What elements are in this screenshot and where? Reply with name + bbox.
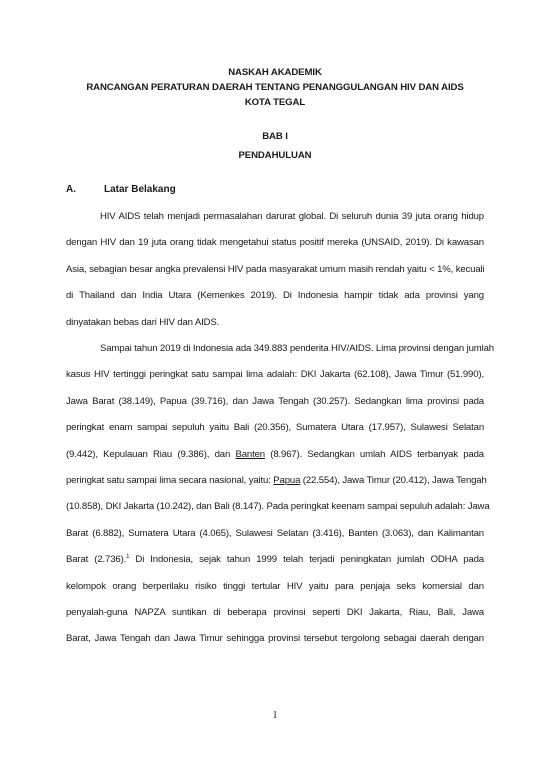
paragraph-line: HIV AIDS telah menjadi permasalahan darurat global. Di seluruh dunia 39 juta orang hidup (100, 211, 484, 222)
text-segment: peringkat satu sampai lima secara nasional, yaitu: (66, 475, 274, 487)
text-segment: (9.442), Kepulauan Riau (9.386), dan (66, 448, 236, 460)
paragraph-line: penyalah-guna NAPZA suntikan di beberapa provinsi seperti DKI Jakarta, Riau, Bali, Jawa (66, 607, 484, 619)
paragraph-line (66, 468, 487, 494)
section-number: A. (66, 184, 76, 195)
paragraph-line: kelompok orang berperilaku risiko tinggi tertular HIV yaitu para penjaja seks komersial dan (66, 580, 484, 592)
page-number: 1 (272, 710, 278, 721)
underlined-province-banten: Banten (235, 448, 265, 460)
section-title: Latar Belakang (104, 184, 176, 195)
text-segment: Di Indonesia, sejak tahun 1999 telah terjadi peningkatan jumlah ODHA pada (129, 554, 484, 566)
paragraph-line: Barat, Jawa Tengah dan Jawa Timur sehingga provinsi tersebut tergolong sebagai daerah dengan (66, 633, 484, 645)
text-segment: Barat (2.736). (66, 554, 127, 566)
paragraph-line (66, 442, 484, 468)
paragraph-line: Asia, sebagian besar angka prevalensi HIV pada masyarakat umum masih rendah yaitu < 1%, kecuali (66, 263, 485, 275)
section-heading (66, 184, 176, 195)
paragraph-line (66, 547, 484, 573)
document-title-line-1: NASKAH AKADEMIK (228, 67, 322, 78)
paragraph-2 (66, 336, 494, 653)
document-title-line-2: RANCANGAN PERATURAN DAERAH TENTANG PENANGGULANGAN HIV DAN AIDS (86, 82, 464, 93)
paragraph-line: Sampai tahun 2019 di Indonesia ada 349.883 penderita HIV/AIDS. Lima provinsi dengan jumlah (100, 343, 494, 354)
paragraph-line: dinyatakan bebas dari HIV dan AIDS. (66, 316, 220, 328)
document-title-line-3: KOTA TEGAL (244, 97, 306, 108)
text-segment: (22.554), Jawa Timur (20.412), Jawa Tengah (300, 475, 487, 487)
underlined-province-papua: Papua (273, 475, 301, 487)
paragraph-line: Jawa Barat (38.149), Papua (39.716), dan Jawa Tengah (30.257). Sedangkan lima provinsi pada (66, 395, 484, 407)
chapter-title: PENDAHULUAN (238, 150, 312, 161)
paragraph-1 (66, 204, 484, 336)
paragraph-line: peringkat enam sampai sepuluh yaitu Bali (20.356), Sumatera Utara (17.957), Sulawesi Selatan (66, 422, 484, 434)
paragraph-line: dengan HIV dan 19 juta orang tidak mengetahui status positif mereka (UNSAID, 2019). Di kawasan (66, 237, 484, 249)
chapter-label: BAB I (262, 131, 288, 142)
text-segment: (8.967). Sedangkan umlah AIDS terbanyak pada (264, 448, 484, 460)
paragraph-line: di Thailand dan India Utara (Kemenkes 2019). Di Indonesia hampir tidak ada provinsi yang (66, 290, 484, 302)
paragraph-line: (10.858), DKI Jakarta (10.242), dan Bali (8.147). Pada peringkat keenam sampai sepuluh adalah: Jawa (66, 501, 490, 513)
footnote-marker: 1 (126, 554, 130, 561)
paragraph-line: kasus HIV tertinggi peringkat satu sampai lima adalah: DKI Jakarta (62.108), Jawa Timur (51.990), (66, 369, 484, 381)
paragraph-line: Barat (6.882), Sumatera Utara (4.065), Sulawesi Selatan (3.416), Banten (3.063), dan Kalimantan (66, 527, 484, 539)
